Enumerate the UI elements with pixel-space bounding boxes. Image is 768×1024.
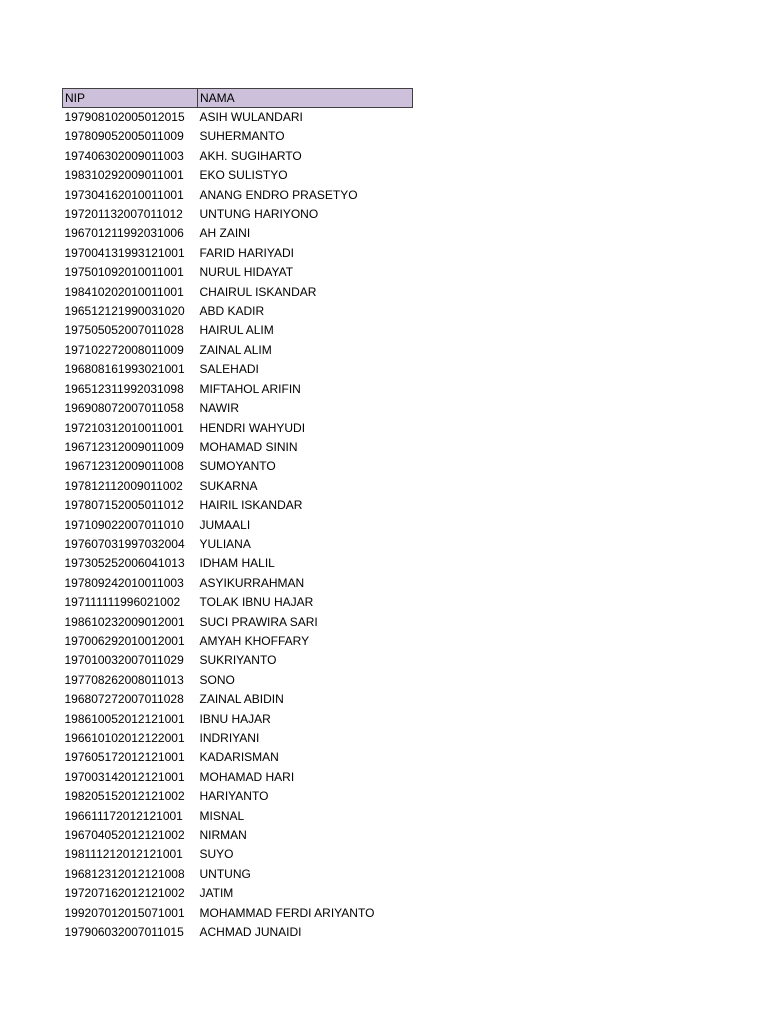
- table-row: [63, 787, 413, 806]
- nip-cell[interactable]: 198111212012121001: [64, 847, 183, 862]
- table-row: [63, 108, 413, 128]
- nip-cell[interactable]: 197201132007011012: [64, 207, 183, 222]
- table-row: [63, 263, 413, 282]
- nip-cell[interactable]: 197406302009011003: [64, 148, 184, 163]
- nama-cell[interactable]: IBNU HAJAR: [199, 711, 271, 726]
- header-nama[interactable]: NAMA: [198, 89, 413, 108]
- table-row: [63, 283, 413, 302]
- nip-cell[interactable]: 197305252006041013: [64, 556, 185, 571]
- nama-cell[interactable]: SUKARNA: [199, 478, 258, 493]
- nip-cell[interactable]: 197102272008011009: [64, 342, 184, 357]
- nama-cell[interactable]: MOHAMMAD FERDI ARIYANTO: [199, 905, 375, 920]
- nama-cell[interactable]: AMYAH KHOFFARY: [199, 633, 310, 648]
- nip-cell[interactable]: 199207012015071001: [64, 905, 185, 920]
- table-row: [63, 147, 413, 166]
- table-row: [63, 807, 413, 826]
- nama-cell[interactable]: ACHMAD JUNAIDI: [199, 925, 302, 940]
- nama-cell[interactable]: AKH. SUGIHARTO: [199, 148, 302, 163]
- nama-cell[interactable]: AH ZAINI: [199, 226, 251, 241]
- nama-cell[interactable]: UNTUNG: [199, 866, 251, 881]
- nama-cell[interactable]: SUYO: [199, 847, 234, 862]
- nama-cell[interactable]: ZAINAL ALIM: [199, 342, 272, 357]
- nama-cell[interactable]: HAIRIL ISKANDAR: [199, 498, 303, 513]
- nama-cell[interactable]: UNTUNG HARIYONO: [199, 207, 319, 222]
- table-row: [63, 632, 413, 651]
- table-row: [63, 127, 413, 146]
- table-row: [63, 224, 413, 243]
- nama-cell[interactable]: MOHAMAD HARI: [199, 769, 295, 784]
- nip-cell[interactable]: 197004131993121001: [64, 245, 185, 260]
- nip-cell[interactable]: 196512311992031098: [64, 381, 184, 396]
- table-row: [63, 593, 413, 612]
- nip-cell[interactable]: 197906032007011015: [64, 925, 184, 940]
- nama-cell[interactable]: ZAINAL ABIDIN: [199, 692, 284, 707]
- nama-cell[interactable]: ABD KADIR: [199, 304, 265, 319]
- table-row: [63, 302, 413, 321]
- table-row: [63, 671, 413, 690]
- nip-cell[interactable]: 196701211992031006: [64, 226, 184, 241]
- table-row: [63, 380, 413, 399]
- nama-cell[interactable]: SONO: [199, 672, 235, 687]
- table-row: [63, 321, 413, 340]
- nama-cell[interactable]: JATIM: [199, 886, 234, 901]
- table-row: [63, 923, 413, 942]
- table-row: [63, 205, 413, 224]
- nip-cell[interactable]: 198610232009012001: [64, 614, 185, 629]
- nama-cell[interactable]: ASYIKURRAHMAN: [199, 575, 305, 590]
- nama-cell[interactable]: YULIANA: [199, 536, 251, 551]
- header-nip[interactable]: NIP: [63, 89, 198, 108]
- nama-cell[interactable]: KADARISMAN: [199, 750, 279, 765]
- nip-cell[interactable]: 196812312012121008: [64, 866, 185, 881]
- nip-cell[interactable]: 196512121990031020: [64, 304, 185, 319]
- table-row: [63, 768, 413, 787]
- employee-table: [62, 88, 413, 942]
- table-row: [63, 244, 413, 263]
- table-row: [63, 457, 413, 476]
- nama-cell[interactable]: SUHERMANTO: [199, 129, 285, 144]
- nip-cell[interactable]: 196808161993021001: [64, 362, 185, 377]
- nama-cell[interactable]: IDHAM HALIL: [199, 556, 275, 571]
- header-row: [63, 89, 413, 108]
- table-row: [63, 748, 413, 767]
- table-row: [63, 884, 413, 903]
- nip-cell[interactable]: 197501092010011001: [64, 265, 184, 280]
- nama-cell[interactable]: INDRIYANI: [199, 731, 260, 745]
- nip-cell[interactable]: 197304162010011001: [64, 187, 184, 202]
- nip-cell[interactable]: 197010032007011029: [64, 653, 184, 668]
- nip-cell[interactable]: 197708262008011013: [64, 672, 184, 687]
- table-row: [63, 729, 413, 748]
- nip-cell[interactable]: 196807272007011028: [64, 692, 184, 707]
- nip-cell[interactable]: 197605172012121001: [64, 750, 185, 765]
- table-row: [63, 399, 413, 418]
- table-row: [63, 496, 413, 515]
- nip-cell[interactable]: 198310292009011001: [64, 168, 184, 183]
- nama-cell[interactable]: FARID HARIYADI: [199, 245, 294, 260]
- nip-cell[interactable]: 196704052012121002: [64, 828, 185, 843]
- nama-cell[interactable]: HARIYANTO: [199, 789, 269, 804]
- table-row: [63, 651, 413, 670]
- nama-cell[interactable]: NIRMAN: [199, 828, 247, 843]
- nip-cell[interactable]: 197210312010011001: [64, 420, 184, 435]
- nama-cell[interactable]: MISNAL: [199, 808, 245, 823]
- nama-cell[interactable]: CHAIRUL ISKANDAR: [199, 284, 317, 299]
- table-row: [63, 360, 413, 379]
- nama-cell[interactable]: SUMOYANTO: [199, 459, 276, 474]
- nip-cell[interactable]: 197109022007011010: [64, 517, 184, 532]
- table-row: [63, 477, 413, 496]
- nama-cell[interactable]: SUCI PRAWIRA SARI: [199, 614, 318, 629]
- nama-cell[interactable]: MOHAMAD SININ: [199, 439, 298, 454]
- nama-cell[interactable]: NURUL HIDAYAT: [199, 265, 294, 280]
- nip-cell[interactable]: 197003142012121001: [64, 769, 185, 784]
- nip-cell[interactable]: 197807152005011012: [64, 498, 184, 513]
- nip-cell[interactable]: 197505052007011028: [64, 323, 184, 338]
- nip-cell[interactable]: 197809052005011009: [64, 129, 184, 144]
- table-row: [63, 438, 413, 457]
- table-row: [63, 554, 413, 573]
- nip-cell[interactable]: 197111111996021002: [64, 595, 181, 610]
- nama-cell[interactable]: SALEHADI: [199, 362, 259, 377]
- nip-cell[interactable]: 197908102005012015: [64, 110, 185, 124]
- nip-cell[interactable]: 196712312009011008: [64, 459, 184, 474]
- table-row: [63, 845, 413, 864]
- table-row: [63, 865, 413, 884]
- table-row: [63, 826, 413, 845]
- nip-cell[interactable]: 197006292010012001: [64, 633, 185, 648]
- nip-cell[interactable]: 196610102012122001: [64, 731, 185, 745]
- nama-cell[interactable]: ASIH WULANDARI: [199, 110, 303, 124]
- table-row: [63, 166, 413, 185]
- table-body: [63, 108, 413, 943]
- table-row: [63, 186, 413, 205]
- table-row: [63, 419, 413, 438]
- nip-cell[interactable]: 196712312009011009: [64, 439, 184, 454]
- nip-cell[interactable]: 196611172012121001: [64, 808, 183, 823]
- table-row: [63, 613, 413, 632]
- table-row: [63, 690, 413, 709]
- nama-cell[interactable]: EKO SULISTYO: [199, 168, 288, 183]
- nip-cell[interactable]: 197809242010011003: [64, 575, 184, 590]
- nama-cell[interactable]: JUMAALI: [199, 517, 251, 532]
- nama-cell[interactable]: HENDRI WAHYUDI: [199, 420, 306, 435]
- nama-cell[interactable]: SUKRIYANTO: [199, 653, 277, 668]
- nip-cell[interactable]: 198610052012121001: [64, 711, 185, 726]
- nama-cell[interactable]: ANANG ENDRO PRASETYO: [199, 187, 358, 202]
- spreadsheet-area: [62, 88, 412, 942]
- table-row: [63, 710, 413, 729]
- table-row: [63, 535, 413, 554]
- table-row: [63, 516, 413, 535]
- nip-cell[interactable]: 197812112009011002: [64, 478, 183, 493]
- nama-cell[interactable]: MIFTAHOL ARIFIN: [199, 381, 301, 396]
- table-row: [63, 904, 413, 923]
- nip-cell[interactable]: 198410202010011001: [64, 284, 184, 299]
- nama-cell[interactable]: TOLAK IBNU HAJAR: [199, 595, 314, 610]
- nip-cell[interactable]: 196908072007011058: [64, 401, 184, 416]
- nama-cell[interactable]: NAWIR: [199, 401, 240, 416]
- nama-cell[interactable]: HAIRUL ALIM: [199, 323, 274, 338]
- nip-cell[interactable]: 198205152012121002: [64, 789, 185, 804]
- table-row: [63, 574, 413, 593]
- nip-cell[interactable]: 197207162012121002: [64, 886, 185, 901]
- nip-cell[interactable]: 197607031997032004: [64, 536, 185, 551]
- table-row: [63, 341, 413, 360]
